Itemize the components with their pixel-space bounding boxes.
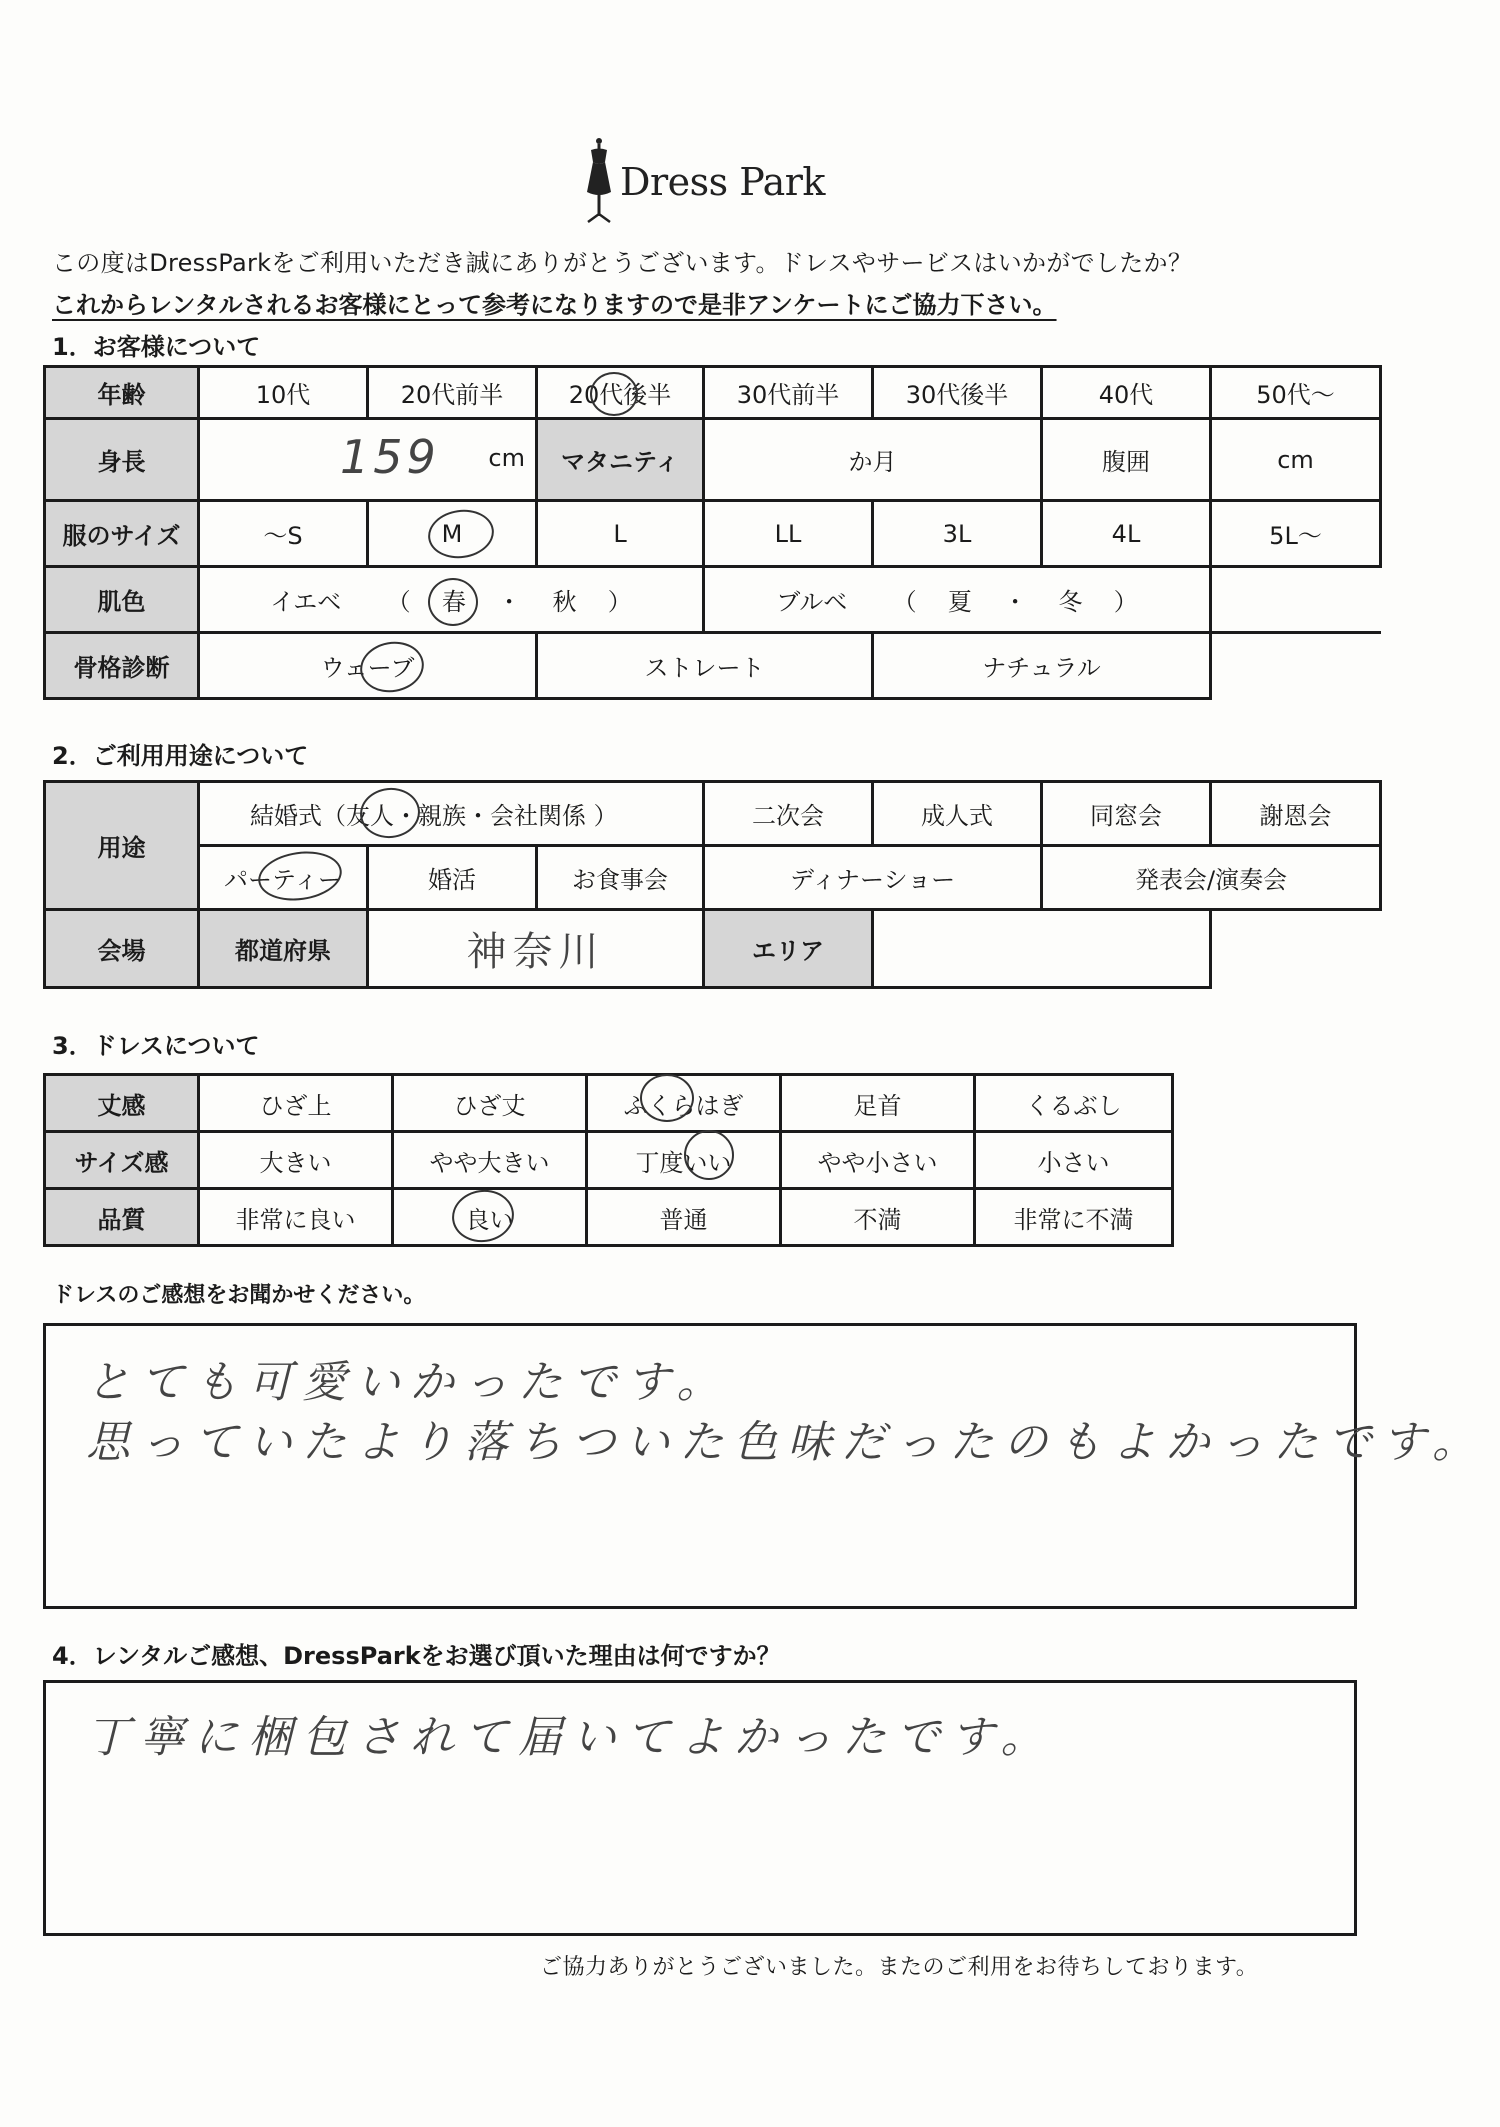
age-option[interactable]: 20代前半 (368, 367, 537, 419)
purpose-label: 用途 (45, 782, 199, 910)
dress-form-icon (582, 136, 616, 226)
length-option[interactable]: くるぶし (975, 1075, 1173, 1132)
quality-option[interactable]: 非常に良い (199, 1189, 393, 1246)
dress-table (43, 1073, 1174, 1247)
maternity-months-field[interactable] (704, 419, 1042, 501)
fit-option[interactable]: やや小さい (781, 1132, 975, 1189)
size-label: 服のサイズ (45, 501, 199, 567)
wedding-option[interactable] (199, 782, 704, 846)
fit-label: サイズ感 (45, 1132, 199, 1189)
impression-line: とても可愛いかったです。 (86, 1357, 731, 1408)
section2-title: 2．ご利用用途について (52, 742, 309, 770)
logo (582, 136, 842, 226)
waist-field[interactable] (1211, 419, 1381, 501)
size-row (45, 501, 1381, 567)
empty-cell (1211, 633, 1381, 699)
maternity-months-unit: か月 (848, 448, 897, 476)
impression-prompt: ドレスのご感想をお聞かせください。 (52, 1283, 426, 1308)
size-option[interactable]: 4L (1042, 501, 1211, 567)
height-value: 159 (340, 430, 440, 484)
dot: ・ (1003, 588, 1028, 616)
paren-open: （ (892, 588, 917, 616)
skin-summer-option[interactable]: 夏 (947, 588, 972, 616)
age-option[interactable]: 30代後半 (873, 367, 1042, 419)
intro-text: この度はDressParkをご利用いただき誠にありがとうございます。ドレスやサービスはいかがでしたか？ (52, 249, 1193, 277)
reason-textarea[interactable] (43, 1680, 1357, 1936)
purpose-option[interactable]: 婚活 (368, 846, 537, 910)
height-unit: cm (488, 444, 525, 472)
size-option[interactable]: L (537, 501, 704, 567)
fit-option[interactable]: 大きい (199, 1132, 393, 1189)
skeleton-label: 骨格診断 (45, 633, 199, 699)
section1-title: 1．お客様について (52, 333, 261, 361)
size-option[interactable]: 5L～ (1211, 501, 1381, 567)
paren-open: （ (386, 588, 411, 616)
yellow-base-field[interactable] (199, 567, 704, 633)
wedding-friend-option-selected[interactable]: 友人 (346, 802, 394, 830)
closing-text: ご協力ありがとうございました。またのご利用をお待ちしております。 (540, 1955, 1259, 1980)
quality-row (45, 1189, 1173, 1246)
fit-option[interactable]: 小さい (975, 1132, 1173, 1189)
quality-label: 品質 (45, 1189, 199, 1246)
size-option[interactable]: LL (704, 501, 873, 567)
prefecture-field[interactable] (368, 910, 704, 988)
blue-base-label: ブルベ (776, 588, 848, 616)
skeleton-option-selected[interactable]: ウェーブ (199, 633, 537, 699)
fit-row (45, 1132, 1173, 1189)
section4-title: 4．レンタルご感想、DressParkをお選び頂いた理由は何ですか？ (52, 1642, 781, 1670)
age-option-selected[interactable]: 20代後半 (537, 367, 704, 419)
age-option[interactable]: 10代 (199, 367, 368, 419)
venue-row (45, 910, 1381, 988)
quality-option[interactable]: 非常に不満 (975, 1189, 1173, 1246)
blue-base-field[interactable] (704, 567, 1211, 633)
length-label: 丈感 (45, 1075, 199, 1132)
skin-autumn-option[interactable]: 秋 (552, 588, 577, 616)
purpose-option[interactable]: ディナーショー (704, 846, 1042, 910)
length-row (45, 1075, 1173, 1132)
length-option[interactable]: ひざ丈 (393, 1075, 587, 1132)
age-label: 年齢 (45, 367, 199, 419)
purpose-option[interactable]: 二次会 (704, 782, 873, 846)
fit-option[interactable]: やや大きい (393, 1132, 587, 1189)
waist-label: 腹囲 (1042, 419, 1211, 501)
section3-title: 3．ドレスについて (52, 1032, 260, 1060)
height-field[interactable] (199, 419, 537, 501)
age-option[interactable]: 30代前半 (704, 367, 873, 419)
purpose-row-2 (45, 846, 1381, 910)
height-label: 身長 (45, 419, 199, 501)
yellow-base-label: イエベ (270, 588, 342, 616)
reason-line: 丁寧に梱包されて届いてよかったです。 (86, 1712, 1055, 1763)
length-option[interactable]: ひざ上 (199, 1075, 393, 1132)
skeleton-option[interactable]: ストレート (537, 633, 873, 699)
usage-table (43, 780, 1382, 989)
empty-cell (1211, 567, 1381, 633)
maternity-label: マタニティ (537, 419, 704, 501)
prefecture-label: 都道府県 (199, 910, 368, 988)
waist-unit: cm (1277, 445, 1314, 474)
height-row (45, 419, 1381, 501)
age-row (45, 367, 1381, 419)
empty-cell (1211, 910, 1381, 988)
purpose-row-1 (45, 782, 1381, 846)
length-option-selected[interactable]: ふくらはぎ (587, 1075, 781, 1132)
size-option[interactable]: 3L (873, 501, 1042, 567)
age-option[interactable]: 50代～ (1211, 367, 1381, 419)
wedding-rest: ・親族・会社関係 ） (394, 802, 618, 830)
quality-option-selected[interactable]: 良い (393, 1189, 587, 1246)
size-option-selected[interactable]: M (368, 501, 537, 567)
purpose-option[interactable]: 謝恩会 (1211, 782, 1381, 846)
customer-info-table (43, 365, 1382, 700)
skeleton-option[interactable]: ナチュラル (873, 633, 1211, 699)
age-option[interactable]: 40代 (1042, 367, 1211, 419)
area-field[interactable] (873, 910, 1211, 988)
purpose-option-selected[interactable]: パーティー (199, 846, 368, 910)
skin-winter-option[interactable]: 冬 (1058, 588, 1083, 616)
quality-option[interactable]: 不満 (781, 1189, 975, 1246)
skeleton-row (45, 633, 1381, 699)
impression-line: 思っていたより落ちついた色味だったのもよかったです。 (86, 1417, 1487, 1468)
skin-spring-option-selected[interactable]: 春 (441, 588, 466, 616)
area-label: エリア (704, 910, 873, 988)
skin-label: 肌色 (45, 567, 199, 633)
logo-text: Dress Park (620, 160, 825, 204)
prefecture-value: 神奈川 (466, 929, 605, 975)
venue-label: 会場 (45, 910, 199, 988)
purpose-option[interactable]: 同窓会 (1042, 782, 1211, 846)
size-option[interactable]: ～S (199, 501, 368, 567)
paren-close: ） (1113, 588, 1138, 616)
impression-textarea[interactable] (43, 1323, 1487, 1609)
quality-option[interactable]: 普通 (587, 1189, 781, 1246)
fit-option-selected[interactable]: 丁度いい (587, 1132, 781, 1189)
dot: ・ (497, 588, 522, 616)
paren-close: ） (607, 588, 632, 616)
skin-row (45, 567, 1381, 633)
purpose-option[interactable]: 発表会/演奏会 (1042, 846, 1381, 910)
wedding-prefix: 結婚式（ (250, 802, 346, 830)
purpose-option[interactable]: お食事会 (537, 846, 704, 910)
length-option[interactable]: 足首 (781, 1075, 975, 1132)
purpose-option[interactable]: 成人式 (873, 782, 1042, 846)
intro-request-text: これからレンタルされるお客様にとって参考になりますので是非アンケートにご協力下さい。 (52, 291, 1057, 319)
